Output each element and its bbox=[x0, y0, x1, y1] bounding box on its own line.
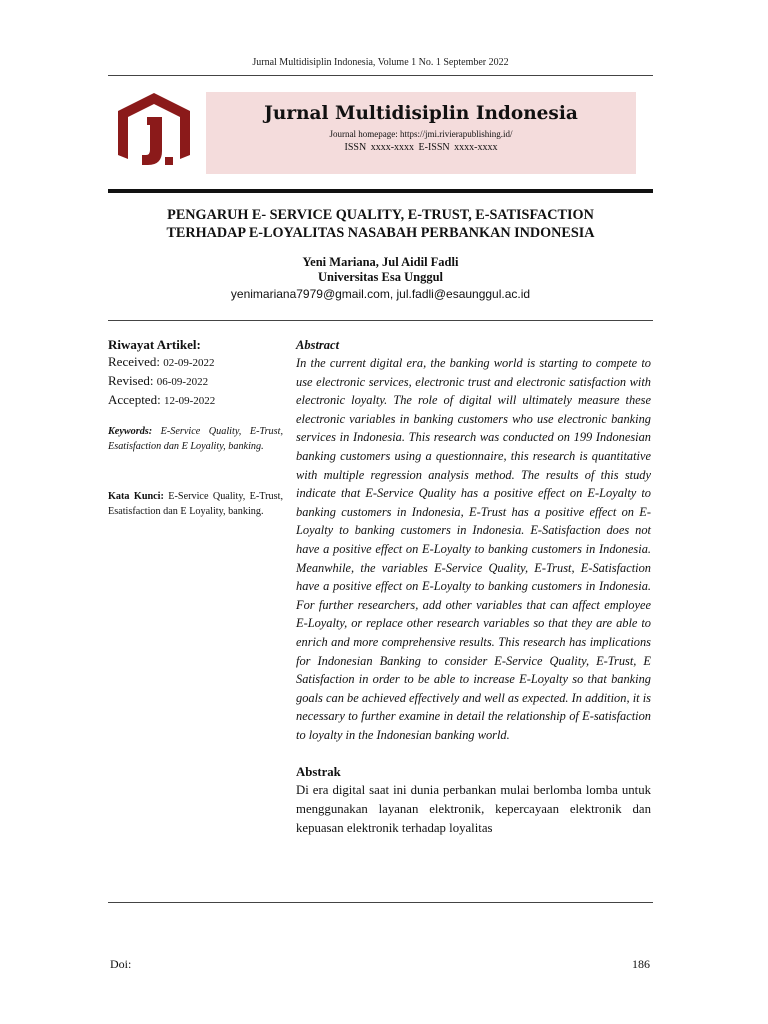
abstrak-text: Di era digital saat ini dunia perbankan mulai berlomba lomba untuk menggunakan layanan elektronik, kepercayaan elektronik dan kepuasan elektronik terhadap loyalitas bbox=[296, 783, 651, 835]
accepted-label: Accepted: bbox=[108, 392, 164, 407]
keywords-english bbox=[108, 424, 283, 454]
article-title-line-1: PENGARUH E- SERVICE QUALITY, E-TRUST, E-SATISFACTION bbox=[167, 207, 594, 223]
keywords-indonesian bbox=[108, 489, 283, 519]
doi-label: Doi: bbox=[110, 957, 132, 971]
received-line bbox=[108, 353, 283, 372]
journal-issn: ISSN xxxx-xxxx E-ISSN xxxx-xxxx bbox=[344, 142, 498, 153]
running-head: Jurnal Multidisiplin Indonesia, Volume 1 No. 1 September 2022 bbox=[252, 57, 509, 68]
journal-logo-icon bbox=[116, 91, 192, 169]
revised-line bbox=[108, 372, 283, 391]
abstract-column bbox=[296, 337, 651, 837]
keywords-label: Keywords: bbox=[108, 426, 153, 437]
header-rule bbox=[108, 75, 653, 76]
abstrak-heading: Abstrak bbox=[296, 765, 341, 780]
article-title-line-2: TERHADAP E-LOYALITAS NASABAH PERBANKAN INDONESIA bbox=[166, 225, 595, 241]
author-names: Yeni Mariana, Jul Aidil Fadli bbox=[302, 255, 459, 269]
received-date: 02-09-2022 bbox=[163, 357, 215, 369]
footer-rule bbox=[108, 902, 653, 903]
kata-kunci-label: Kata Kunci: bbox=[108, 491, 164, 502]
keywords-text: E-Service Quality, E-Trust, Esatisfaction dan E Loyality, banking. bbox=[108, 426, 283, 452]
revised-date: 06-09-2022 bbox=[156, 376, 209, 388]
journal-title: Jurnal Multidisiplin Indonesia bbox=[264, 103, 578, 124]
accepted-date: 12-09-2022 bbox=[163, 395, 216, 407]
author-emails[interactable]: yenimariana7979@gmail.com, jul.fadli@esaunggul.ac.id bbox=[230, 287, 531, 301]
section-divider bbox=[108, 320, 653, 321]
article-info-column bbox=[108, 336, 283, 519]
page-number: 186 bbox=[632, 957, 650, 971]
revised-label: Revised: bbox=[108, 373, 157, 388]
author-block bbox=[108, 255, 653, 302]
journal-homepage[interactable]: Journal homepage: https://jmi.rivierapublishing.id/ bbox=[329, 129, 513, 139]
kata-kunci-text: E-Service Quality, E-Trust, Esatisfaction dan E Loyality, banking. bbox=[108, 491, 283, 517]
abstract-text: In the current digital era, the banking world is starting to compete to use electronic services, electronic trust and electronic satisfaction with electronic loyalty. The role of digital will ultimately measure these electronic variables in banking customers who use electronic banking services in Indonesia. This research was conducted on 199 Indonesian banking customers using a questionnaire, this research is quantitative with multiple regression analysis method. The results of this study indicate that E-Service Quality has a positive effect on E-Loyalty to banking customers in Indonesia, E-Trust has a positive effect on E-Loyalty to banking customers in Indonesia. E-Satisfaction does not have a positive effect on E-Loyalty to banking customers in Indonesia. Meanwhile, the variables E-Service Quality, E-Trust, E-Satisfaction have a positive effect on E-Loyalty to banking customers in Indonesia. For further researchers, add other variables that can affect employee E-Loyalty, or replace other research variables so that they are able to enrich and more comprehensive results. This research has implications for Indonesian Banking to consider E-Service Quality, E-Trust, E Satisfaction in order to be able to increase E-Loyalty so that banking goals can be achieved effectively and well as expected. In addition, it is necessary to further examine in detail the relationship of E-satisfaction to loyalty in the Indonesian banking world. bbox=[296, 356, 651, 742]
affiliation: Universitas Esa Unggul bbox=[317, 270, 444, 284]
title-divider bbox=[108, 189, 653, 193]
abstract-heading: Abstract bbox=[296, 338, 340, 352]
journal-banner bbox=[206, 92, 636, 174]
article-title bbox=[108, 206, 653, 242]
accepted-line bbox=[108, 391, 283, 410]
received-label: Received: bbox=[108, 354, 164, 369]
history-title: Riwayat Artikel: bbox=[108, 337, 201, 352]
